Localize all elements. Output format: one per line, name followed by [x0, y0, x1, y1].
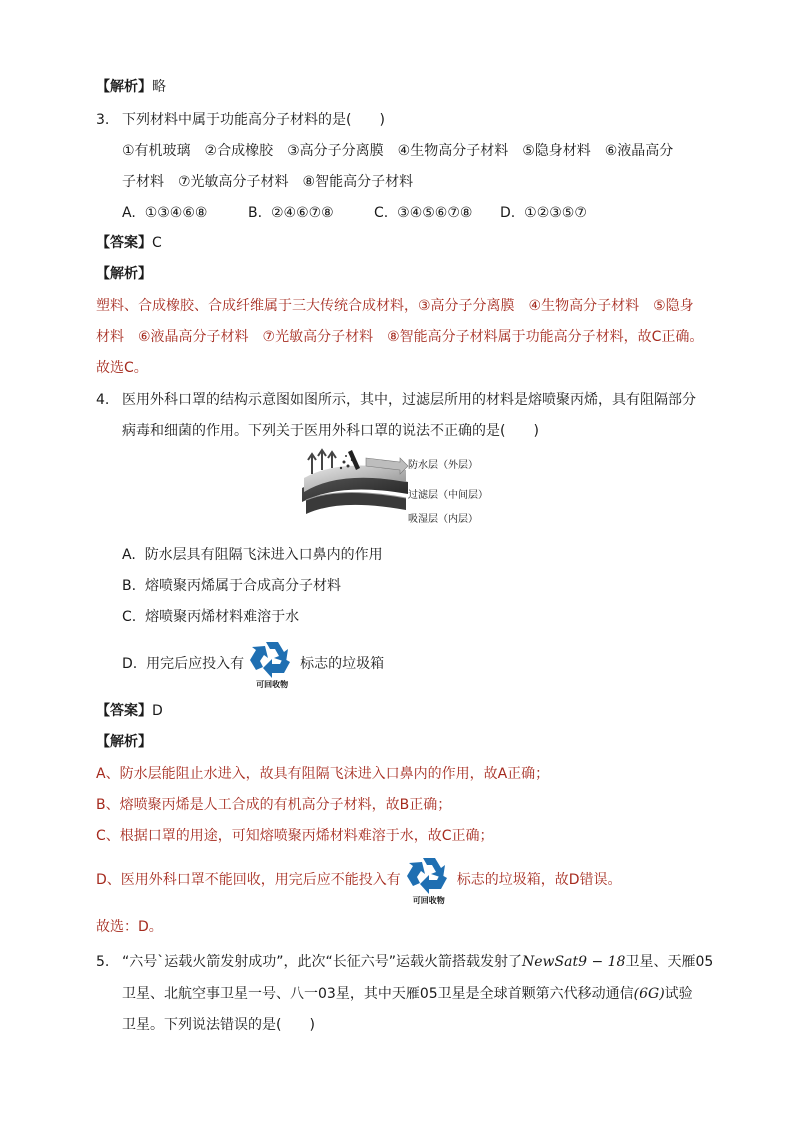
- prev-analysis: [96, 77, 166, 97]
- q4-option-b: [122, 576, 341, 596]
- q3-option-a: [122, 203, 207, 223]
- prev-analysis-label: 【解析】: [96, 79, 152, 95]
- option-text: 标志的垃圾箱: [300, 656, 385, 672]
- option-text: 防水层具有阻隔飞沫进入口鼻内的作用: [144, 547, 383, 563]
- q4-analysis-label: 【解析】: [96, 734, 152, 750]
- recycle-icon: [405, 854, 453, 896]
- answer-value: C: [152, 235, 162, 251]
- q5-text: 试验: [664, 986, 693, 1002]
- answer-label: 【答案】: [96, 235, 152, 251]
- figure-label-middle: 过滤层（中间层）: [408, 490, 488, 501]
- answer-label: 【答案】: [96, 703, 152, 719]
- q3-analysis-label: 【解析】: [96, 266, 152, 282]
- analysis-text: D、医用外科口罩不能回收，用完后应不能投入有: [96, 872, 401, 888]
- q3-analysis-line1: 塑料、合成橡胶、合成纤维属于三大传统合成材料，③高分子分离膜 ④生物高分子材料 ⑤隐身: [96, 298, 694, 314]
- q3-option-b: [248, 203, 334, 223]
- figure-label-inner: 吸湿层（内层）: [408, 514, 478, 525]
- q5-math: NewSat9 − 18: [522, 954, 626, 970]
- q4-number: 4.: [96, 392, 110, 408]
- recycle-icon: [248, 638, 296, 680]
- figure-label-outer: 防水层（外层）: [408, 460, 478, 471]
- option-key: A.: [122, 547, 136, 563]
- recycle-symbol: [405, 854, 453, 906]
- q3-analysis-line2: 材料 ⑥液晶高分子材料 ⑦光敏高分子材料 ⑧智能高分子材料属于功能高分子材料，故C正确。: [96, 329, 704, 345]
- q5-math: (6G): [633, 986, 665, 1002]
- q5-number: 5.: [96, 954, 110, 970]
- option-text: ①③④⑥⑧: [144, 205, 208, 221]
- mask-structure-figure: [300, 448, 515, 528]
- q3-analysis-line3: 故选C。: [96, 360, 148, 376]
- q4-option-c: [122, 607, 299, 627]
- q5-text: 卫星、天雁05: [625, 954, 714, 970]
- q4-analysis-a: A、防水层能阻止水进入，故具有阻隔飞沫进入口鼻内的作用，故A正确；: [96, 766, 550, 782]
- q4-stem-line2: 病毒和细菌的作用。下列关于医用外科口罩的说法不正确的是( ): [122, 423, 539, 439]
- q4-analysis-c: C、根据口罩的用途，可知熔喷聚丙烯材料难溶于水，故C正确；: [96, 828, 494, 844]
- q4-option-a: [122, 545, 383, 565]
- q4-analysis-b: B、熔喷聚丙烯是人工合成的有机高分子材料，故B正确；: [96, 797, 452, 813]
- option-text: ③④⑤⑥⑦⑧: [397, 205, 473, 221]
- q4-conclusion: 故选：D。: [96, 919, 163, 935]
- option-text: 用完后应投入有: [146, 656, 245, 672]
- option-key: A.: [122, 205, 136, 221]
- q3-items-line1: ①有机玻璃 ②合成橡胶 ③高分子分离膜 ④生物高分子材料 ⑤隐身材料 ⑥液晶高分: [122, 143, 674, 159]
- q5-line2: [122, 984, 693, 1004]
- q3-number: 3.: [96, 112, 110, 128]
- q3-option-c: [374, 203, 472, 223]
- option-text: 熔喷聚丙烯材料难溶于水: [145, 609, 300, 625]
- option-text: 熔喷聚丙烯属于合成高分子材料: [144, 578, 341, 594]
- q4-option-d: [122, 636, 384, 692]
- mask-layers-illustration: [300, 448, 410, 528]
- recycle-caption: 可回收物: [412, 896, 445, 905]
- option-text: ①②③⑤⑦: [524, 205, 587, 221]
- q5-text: 卫星、北航空事卫星一号、八一03星，其中天雁05卫星是全球首颗第六代移动通信: [122, 986, 634, 1002]
- option-key: B.: [248, 205, 263, 221]
- q4-answer: [96, 701, 163, 721]
- option-text: ②④⑥⑦⑧: [270, 205, 334, 221]
- option-key: B.: [122, 578, 137, 594]
- option-key: C.: [122, 609, 137, 625]
- q3-stem: 下列材料中属于功能高分子材料的是( ): [122, 112, 385, 128]
- q3-items-line2: 子材料 ⑦光敏高分子材料 ⑧智能高分子材料: [122, 174, 414, 190]
- recycle-symbol: [248, 638, 296, 690]
- q5-text: “六号`运载火箭发射成功”，此次“长征六号”运载火箭搭载发射了: [122, 954, 523, 970]
- option-key: D.: [500, 205, 516, 221]
- option-key: C.: [374, 205, 389, 221]
- prev-analysis-text: 略: [152, 79, 166, 95]
- q5-line1: [122, 952, 713, 972]
- option-key: D.: [122, 656, 138, 672]
- analysis-text: 标志的垃圾箱，故D错误。: [456, 872, 622, 888]
- q3-option-d: [500, 203, 587, 223]
- q3-answer: [96, 233, 162, 253]
- q4-stem-line1: 医用外科口罩的结构示意图如图所示，其中，过滤层所用的材料是熔喷聚丙烯，具有阻隔部分: [122, 392, 696, 408]
- q5-line3: 卫星。下列说法错误的是( ): [122, 1017, 315, 1033]
- answer-value: D: [152, 703, 163, 719]
- recycle-caption: 可回收物: [256, 680, 289, 689]
- q4-analysis-d: [96, 852, 622, 908]
